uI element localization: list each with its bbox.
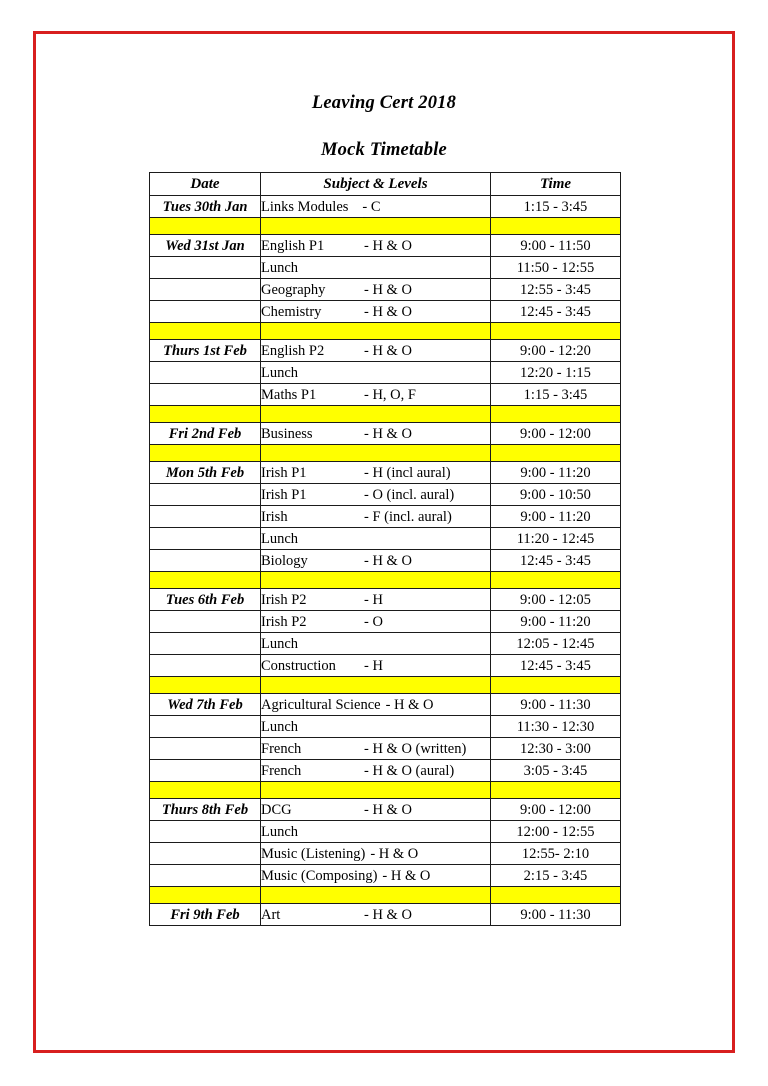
cell-subject <box>261 384 491 406</box>
cell-date <box>150 865 261 887</box>
subject-level: - O <box>364 613 383 630</box>
spacer-cell <box>261 323 491 340</box>
cell-date <box>150 821 261 843</box>
table-row <box>150 716 621 738</box>
spacer-cell <box>150 572 261 589</box>
subject-name: Geography <box>261 281 326 298</box>
cell-time: 1:15 - 3:45 <box>491 196 621 218</box>
table-row <box>150 589 621 611</box>
table-row <box>150 633 621 655</box>
cell-date <box>150 611 261 633</box>
timetable-spacer-row <box>150 218 621 235</box>
subject-level: - F (incl. aural) <box>364 508 452 525</box>
cell-subject <box>261 506 491 528</box>
cell-time: 9:00 - 11:30 <box>491 904 621 926</box>
cell-subject <box>261 362 491 384</box>
subject-name: Construction <box>261 657 336 674</box>
spacer-cell <box>491 323 621 340</box>
cell-date: Wed 7th Feb <box>150 694 261 716</box>
cell-time: 11:30 - 12:30 <box>491 716 621 738</box>
cell-time: 11:50 - 12:55 <box>491 257 621 279</box>
subject-level: - H & O <box>370 845 419 862</box>
spacer-cell <box>261 677 491 694</box>
subject-name: English P2 <box>261 342 325 359</box>
cell-date <box>150 301 261 323</box>
column-header-subject: Subject & Levels <box>261 173 491 196</box>
subject-name: Art <box>261 906 281 923</box>
cell-time: 9:00 - 11:20 <box>491 462 621 484</box>
spacer-cell <box>150 782 261 799</box>
cell-subject <box>261 716 491 738</box>
column-header-time: Time <box>491 173 621 196</box>
subject-name: Agricultural Science <box>261 696 381 713</box>
cell-date: Tues 30th Jan <box>150 196 261 218</box>
timetable-spacer-row <box>150 782 621 799</box>
cell-subject <box>261 462 491 484</box>
page-subtitle: Mock Timetable <box>321 140 447 160</box>
subject-level: - H & O <box>385 696 434 713</box>
cell-date <box>150 506 261 528</box>
cell-subject <box>261 528 491 550</box>
cell-subject <box>261 257 491 279</box>
cell-date <box>150 655 261 677</box>
table-row <box>150 423 621 445</box>
subject-level: - H & O <box>364 303 412 320</box>
cell-date: Tues 6th Feb <box>150 589 261 611</box>
cell-date <box>150 716 261 738</box>
cell-subject <box>261 235 491 257</box>
spacer-cell <box>261 887 491 904</box>
page-title: Leaving Cert 2018 <box>311 93 457 113</box>
subject-level: - H & O (aural) <box>364 762 455 779</box>
cell-date <box>150 550 261 572</box>
spacer-cell <box>261 445 491 462</box>
subject-level: - H (incl aural) <box>364 464 451 481</box>
table-row <box>150 257 621 279</box>
subject-name: Music (Listening) <box>261 845 366 862</box>
cell-date <box>150 528 261 550</box>
cell-time: 12:00 - 12:55 <box>491 821 621 843</box>
timetable-spacer-row <box>150 677 621 694</box>
subject-level: - H & O <box>364 281 412 298</box>
cell-time: 9:00 - 12:00 <box>491 799 621 821</box>
timetable-header-row <box>150 173 621 196</box>
spacer-cell <box>491 677 621 694</box>
cell-subject <box>261 196 491 218</box>
table-row <box>150 694 621 716</box>
timetable-body <box>150 173 621 926</box>
spacer-cell <box>491 406 621 423</box>
spacer-cell <box>261 782 491 799</box>
cell-subject <box>261 760 491 782</box>
subject-name: Lunch <box>261 259 299 276</box>
cell-date: Mon 5th Feb <box>150 462 261 484</box>
table-row <box>150 301 621 323</box>
cell-time: 1:15 - 3:45 <box>491 384 621 406</box>
cell-time: 12:55 - 3:45 <box>491 279 621 301</box>
timetable-container <box>149 172 620 926</box>
subject-name: Lunch <box>261 635 299 652</box>
cell-subject <box>261 655 491 677</box>
spacer-cell <box>491 782 621 799</box>
document-content <box>0 0 768 161</box>
cell-time: 3:05 - 3:45 <box>491 760 621 782</box>
table-row <box>150 655 621 677</box>
table-row <box>150 506 621 528</box>
subject-name: Music (Composing) <box>261 867 378 884</box>
cell-time: 9:00 - 11:20 <box>491 506 621 528</box>
cell-subject <box>261 865 491 887</box>
subject-name: Lunch <box>261 718 299 735</box>
table-row <box>150 611 621 633</box>
cell-date <box>150 279 261 301</box>
subject-name: DCG <box>261 801 292 818</box>
subject-name: French <box>261 762 302 779</box>
cell-subject <box>261 821 491 843</box>
table-row <box>150 362 621 384</box>
table-row <box>150 738 621 760</box>
cell-subject <box>261 301 491 323</box>
table-row <box>150 799 621 821</box>
table-row <box>150 528 621 550</box>
cell-subject <box>261 904 491 926</box>
subject-level: - O (incl. aural) <box>364 486 455 503</box>
cell-time: 11:20 - 12:45 <box>491 528 621 550</box>
cell-time: 2:15 - 3:45 <box>491 865 621 887</box>
timetable-spacer-row <box>150 323 621 340</box>
subject-name: Links Modules <box>261 198 349 215</box>
cell-date <box>150 760 261 782</box>
table-row <box>150 196 621 218</box>
subject-level: - C <box>362 198 381 215</box>
subject-level: - H & O <box>364 237 412 254</box>
spacer-cell <box>261 218 491 235</box>
cell-subject <box>261 279 491 301</box>
spacer-cell <box>150 887 261 904</box>
spacer-cell <box>150 406 261 423</box>
cell-subject <box>261 611 491 633</box>
table-row <box>150 550 621 572</box>
cell-time: 9:00 - 11:20 <box>491 611 621 633</box>
timetable-spacer-row <box>150 406 621 423</box>
subject-level: - H & O (written) <box>364 740 467 757</box>
subject-name: Lunch <box>261 530 299 547</box>
cell-time: 12:45 - 3:45 <box>491 655 621 677</box>
table-row <box>150 484 621 506</box>
table-row <box>150 462 621 484</box>
cell-date <box>150 843 261 865</box>
subject-name: Lunch <box>261 823 299 840</box>
cell-subject <box>261 484 491 506</box>
cell-subject <box>261 843 491 865</box>
cell-date: Thurs 8th Feb <box>150 799 261 821</box>
timetable <box>149 172 621 926</box>
subject-name: Irish P2 <box>261 591 307 608</box>
spacer-cell <box>261 406 491 423</box>
cell-time: 9:00 - 11:30 <box>491 694 621 716</box>
cell-time: 9:00 - 12:00 <box>491 423 621 445</box>
cell-date <box>150 362 261 384</box>
cell-subject <box>261 423 491 445</box>
subject-name: Irish <box>261 508 288 525</box>
table-row <box>150 235 621 257</box>
subject-level: - H & O <box>364 342 412 359</box>
table-row <box>150 760 621 782</box>
cell-date <box>150 484 261 506</box>
cell-date <box>150 738 261 760</box>
table-row <box>150 865 621 887</box>
column-header-date: Date <box>150 173 261 196</box>
subject-name: Irish P1 <box>261 486 307 503</box>
subject-level: - H & O <box>364 552 412 569</box>
cell-subject <box>261 738 491 760</box>
cell-date: Wed 31st Jan <box>150 235 261 257</box>
spacer-cell <box>491 887 621 904</box>
subject-level: - H & O <box>364 425 412 442</box>
table-row <box>150 843 621 865</box>
subject-name: Irish P2 <box>261 613 307 630</box>
subject-name: French <box>261 740 302 757</box>
subject-name: Lunch <box>261 364 299 381</box>
spacer-cell <box>491 218 621 235</box>
cell-subject <box>261 589 491 611</box>
subject-name: English P1 <box>261 237 325 254</box>
subject-level: - H & O <box>364 906 412 923</box>
cell-subject <box>261 694 491 716</box>
timetable-spacer-row <box>150 887 621 904</box>
cell-date: Fri 2nd Feb <box>150 423 261 445</box>
table-row <box>150 340 621 362</box>
cell-time: 9:00 - 10:50 <box>491 484 621 506</box>
spacer-cell <box>150 323 261 340</box>
spacer-cell <box>150 218 261 235</box>
timetable-spacer-row <box>150 445 621 462</box>
cell-time: 12:20 - 1:15 <box>491 362 621 384</box>
cell-time: 12:45 - 3:45 <box>491 550 621 572</box>
cell-time: 9:00 - 11:50 <box>491 235 621 257</box>
spacer-cell <box>150 677 261 694</box>
cell-time: 12:45 - 3:45 <box>491 301 621 323</box>
subject-name: Business <box>261 425 313 442</box>
table-row <box>150 821 621 843</box>
cell-date <box>150 633 261 655</box>
subject-level: - H & O <box>364 801 412 818</box>
timetable-spacer-row <box>150 572 621 589</box>
cell-subject <box>261 633 491 655</box>
cell-subject <box>261 550 491 572</box>
cell-time: 12:30 - 3:00 <box>491 738 621 760</box>
cell-time: 12:55- 2:10 <box>491 843 621 865</box>
subject-name: Maths P1 <box>261 386 317 403</box>
cell-date: Fri 9th Feb <box>150 904 261 926</box>
cell-time: 9:00 - 12:20 <box>491 340 621 362</box>
subject-level: - H, O, F <box>364 386 416 403</box>
subject-name: Biology <box>261 552 308 569</box>
table-row <box>150 279 621 301</box>
subject-name: Irish P1 <box>261 464 307 481</box>
cell-time: 12:05 - 12:45 <box>491 633 621 655</box>
subject-level: - H <box>364 591 383 608</box>
cell-subject <box>261 340 491 362</box>
spacer-cell <box>261 572 491 589</box>
table-row <box>150 384 621 406</box>
cell-date: Thurs 1st Feb <box>150 340 261 362</box>
spacer-cell <box>150 445 261 462</box>
cell-time: 9:00 - 12:05 <box>491 589 621 611</box>
subject-name: Chemistry <box>261 303 322 320</box>
spacer-cell <box>491 445 621 462</box>
cell-date <box>150 257 261 279</box>
subject-level: - H <box>364 657 383 674</box>
table-row <box>150 904 621 926</box>
spacer-cell <box>491 572 621 589</box>
cell-subject <box>261 799 491 821</box>
cell-date <box>150 384 261 406</box>
subject-level: - H & O <box>382 867 431 884</box>
